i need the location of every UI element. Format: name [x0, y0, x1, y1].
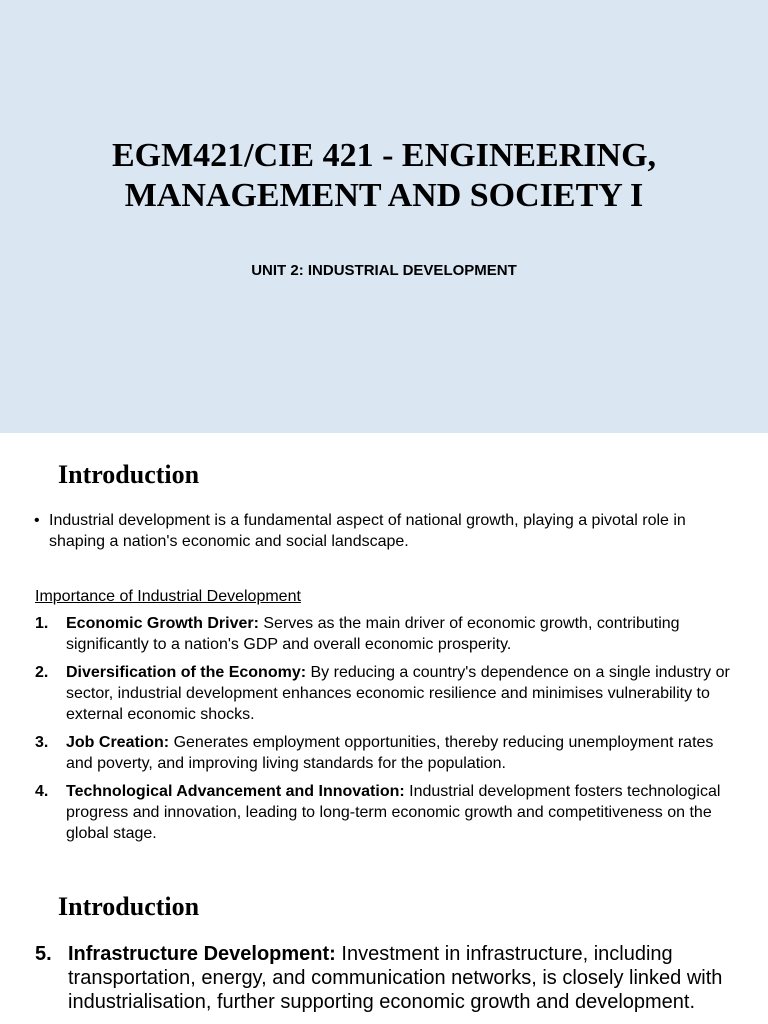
- introduction-slide: [0, 433, 768, 865]
- importance-list: [35, 613, 740, 851]
- list-item: [35, 781, 740, 844]
- item-term: Technological Advancement and Innovation:: [66, 783, 405, 800]
- item-term: Infrastructure Development:: [68, 943, 336, 965]
- bullet-dot: •: [34, 512, 40, 529]
- item-number: 2.: [35, 664, 49, 681]
- list-item: [35, 662, 740, 725]
- course-title: [40, 136, 728, 216]
- importance-list-continued: [35, 942, 740, 1014]
- title-slide: [0, 0, 768, 433]
- item-text: [66, 613, 740, 655]
- item-description: Investment in infrastructure, including transportation, energy, and communication networks, is closely linked with industrialisation, further supporting economic growth and development.: [68, 943, 723, 1013]
- item-text: [66, 781, 740, 844]
- item-description: By reducing a country's dependence on a single industry or sector, industrial development enhances economic resilience and minimises vulnerability to external economic shocks.: [66, 664, 730, 723]
- item-term: Diversification of the Economy:: [66, 664, 307, 681]
- item-text: [66, 732, 740, 774]
- item-text: [66, 662, 740, 725]
- item-number: 1.: [35, 615, 49, 632]
- item-number: 3.: [35, 734, 49, 751]
- slide-heading: Introduction: [58, 892, 200, 921]
- bullet-text: Industrial development is a fundamental aspect of national growth, playing a pivotal role in shaping a nation's economic and social landscape.: [49, 512, 686, 550]
- item-text: [68, 942, 740, 1014]
- item-term: Job Creation:: [66, 734, 170, 751]
- item-description: Industrial development fosters technological progress and innovation, leading to long-term economic growth and competitiveness on the global stage.: [66, 783, 721, 842]
- item-description: Serves as the main driver of economic growth, contributing significantly to a nation's GDP and overall economic prosperity.: [66, 615, 680, 653]
- course-title-line-2: MANAGEMENT AND SOCIETY I: [124, 177, 644, 214]
- item-description: Generates employment opportunities, thereby reducing unemployment rates and poverty, and improving living standards for the population.: [66, 734, 714, 772]
- list-item: [35, 613, 740, 655]
- intro-bullet: [34, 510, 739, 552]
- unit-subtitle: UNIT 2: INDUSTRIAL DEVELOPMENT: [251, 262, 517, 279]
- item-number: 4.: [35, 783, 49, 800]
- introduction-continued-slide: [0, 865, 768, 1024]
- slide-heading: Introduction: [58, 460, 200, 489]
- list-item: [35, 732, 740, 774]
- item-term: Economic Growth Driver:: [66, 615, 259, 632]
- list-item: [35, 942, 740, 1014]
- importance-label: Importance of Industrial Development: [35, 588, 301, 605]
- course-title-line-1: EGM421/CIE 421 - ENGINEERING,: [111, 137, 657, 174]
- item-number: 5.: [35, 943, 52, 965]
